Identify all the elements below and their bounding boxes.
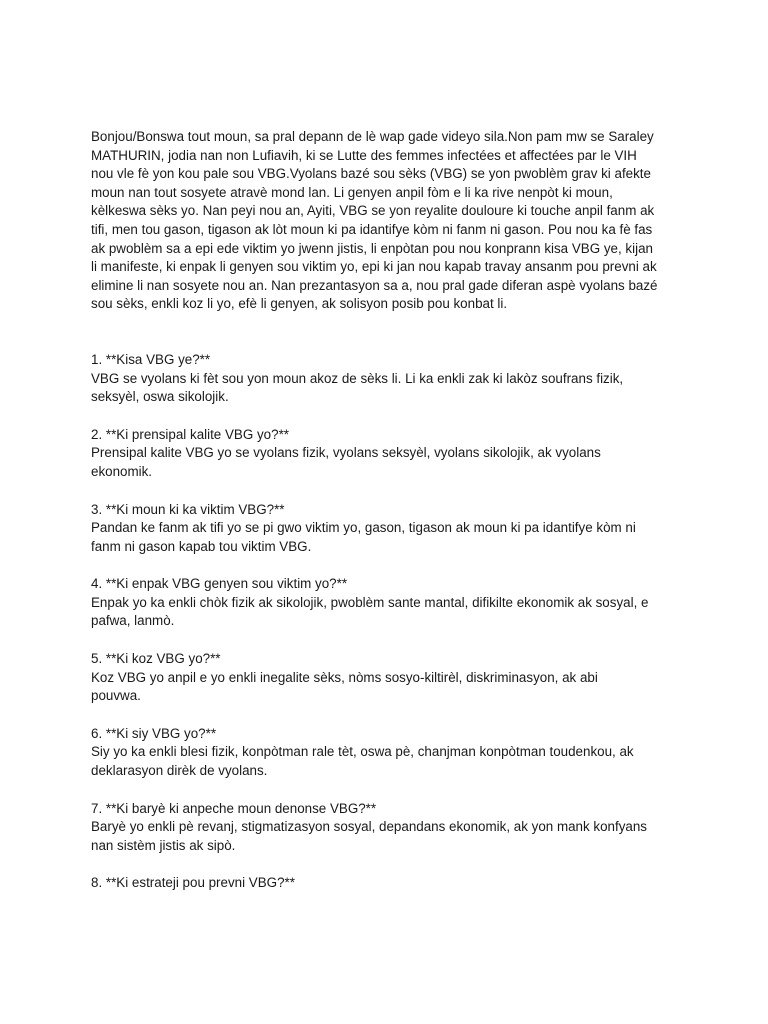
faq-item-7 xyxy=(91,800,691,856)
faq-question: 5. **Ki koz VBG yo?** xyxy=(91,651,221,667)
faq-answer: Pandan ke fanm ak tifi yo se pi gwo viktim yo, gason, tigason ak moun ki pa idantifye kòm ni fanm ni gason kapab tou viktim VBG. xyxy=(91,520,636,554)
faq-item-4 xyxy=(91,575,691,631)
faq-question: 1. **Kisa VBG ye?** xyxy=(91,351,211,367)
faq-answer: Prensipal kalite VBG yo se vyolans fizik, vyolans seksyèl, vyolans sikolojik, ak vyolans ekonomik. xyxy=(91,445,601,479)
faq-item-8 xyxy=(91,874,691,893)
faq-answer: Enpak yo ka enkli chòk fizik ak sikolojik, pwoblèm sante mantal, difikilte ekonomik ak sosyal, e pafwa, lanmò. xyxy=(91,594,649,629)
faq-answer: Siy yo ka enkli blesi fizik, konpòtman rale tèt, oswa pè, chanjman konpòtman toudenkou, ak deklarasyon dirèk de vyolans. xyxy=(91,744,634,779)
faq-answer: VBG se vyolans ki fèt sou yon moun akoz de sèks li. Li ka enkli zak ki lakòz soufrans fizik, seksyèl, oswa sikolojik. xyxy=(91,370,624,405)
faq-item-2 xyxy=(91,426,691,482)
faq-item-1 xyxy=(91,351,691,407)
faq-question: 7. **Ki baryè ki anpeche moun denonse VBG?** xyxy=(91,800,377,816)
intro-paragraph: Bonjou/Bonswa tout moun, sa pral depann de lè wap gade videyo sila.Non pam mw se Saraley MATHURIN, jodia nan non Lufiavih, ki se Lutte des femmes infectées et affectées par le VIH nou vle fè yon kou pale sou VBG.Vyolans bazé sou sèks (VBG) se yon pwoblèm grav ki afekte moun nan tout sosyete atravè mond lan. Li genyen anpil fòm e li ka rive nenpòt ki moun, kèlkeswa sèks yo. Nan peyi nou an, Ayiti, VBG se yon reyalite douloure ki touche anpil fanm ak tifi, men tou gason, tigason ak lòt moun ki pa idantifye kòm ni fanm ni gason. Pou nou ka fè fas ak pwoblèm sa a epi ede viktim yo jwenn jistis, li enpòtan pou nou konprann kisa VBG ye, kijan li manifeste, ki enpak li genyen sou viktim yo, epi ki jan nou kapab travay ansanm pou prevni ak elimine li nan sosyete nou an. Nan prezantasyon sa a, nou pral gade diferan aspè vyolans bazé sou sèks, enkli koz li yo, efè li genyen, ak solisyon posib pou konbat li. xyxy=(91,129,658,312)
section-gap xyxy=(91,314,691,351)
faq-answer: Baryè yo enkli pè revanj, stigmatizasyon sosyal, depandans ekonomik, ak yon mank konfyans nan sistèm jistis ak sipò. xyxy=(91,819,648,853)
faq-item-3 xyxy=(91,501,691,557)
faq-question: 2. **Ki prensipal kalite VBG yo?** xyxy=(91,426,289,442)
document-content xyxy=(91,128,691,912)
faq-answer: Koz VBG yo anpil e yo enkli inegalite sèks, nòms sosyo-kiltirèl, diskriminasyon, ak abi pouvwa. xyxy=(91,669,598,704)
faq-item-6 xyxy=(91,725,691,781)
faq-question: 8. **Ki estrateji pou prevni VBG?** xyxy=(91,875,295,891)
faq-question: 4. **Ki enpak VBG genyen sou viktim yo?** xyxy=(91,576,348,592)
faq-question: 6. **Ki siy VBG yo?** xyxy=(91,725,217,741)
faq-item-5 xyxy=(91,650,691,706)
faq-question: 3. **Ki moun ki ka viktim VBG?** xyxy=(91,501,285,517)
